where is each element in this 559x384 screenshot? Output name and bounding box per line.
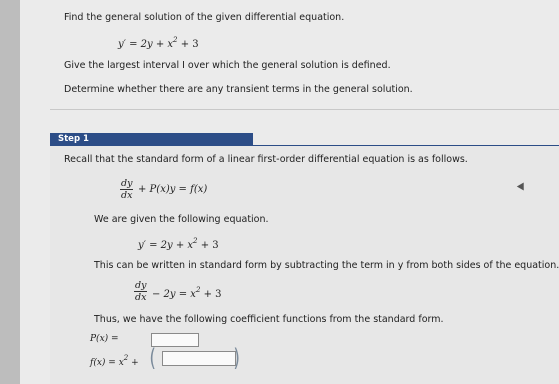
f-answer-field[interactable] — [162, 351, 236, 366]
given-equation-repeat — [138, 237, 219, 251]
coefficient-intro: Thus, we have the following coefficient functions from the standard form. — [94, 314, 444, 325]
question-prompt: Find the general solution of the given differential equation. — [64, 12, 345, 23]
right-paren: ) — [233, 344, 240, 372]
given-equation — [118, 36, 199, 50]
p-answer-field[interactable] — [151, 333, 199, 347]
equation-lhs: y′ = 2y + x — [118, 39, 174, 50]
f-exponent: 2 — [123, 354, 129, 362]
rewritten-exponent: 2 — [195, 286, 201, 294]
rewritten-part-a: − 2y = x — [152, 289, 196, 300]
rewritten-part-b: + 3 — [200, 289, 222, 300]
rewritten-denominator: dx — [135, 292, 147, 303]
given-lhs: y′ = 2y + x — [138, 240, 194, 251]
equation-exponent: 2 — [173, 36, 178, 44]
standard-form-derivative — [120, 178, 133, 201]
f-label-text: f(x) = x — [90, 358, 124, 368]
page — [20, 0, 559, 384]
derivative-denominator: dx — [121, 190, 133, 201]
rewrite-explanation: This can be written in standard form by subtracting the term in y from both sides of the equation. — [94, 260, 559, 271]
standard-form-intro: Recall that the standard form of a linear first-order differential equation is as follows. — [64, 154, 468, 165]
transient-question: Determine whether there are any transient terms in the general solution. — [64, 84, 413, 95]
given-rhs: + 3 — [197, 240, 219, 251]
standard-form-rest: + P(x)y = f(x) — [138, 184, 208, 195]
derivative-numerator: dy — [121, 178, 133, 189]
step-header: Step 1 — [50, 133, 253, 146]
rewritten-equation — [152, 286, 222, 300]
f-label — [90, 354, 139, 368]
step-content — [50, 146, 559, 384]
rewritten-numerator: dy — [135, 280, 147, 291]
divider — [50, 109, 559, 110]
given-exponent: 2 — [193, 237, 198, 245]
p-label: P(x) = — [90, 334, 119, 344]
equation-rhs: + 3 — [177, 39, 199, 50]
given-equation-text: We are given the following equation. — [94, 214, 269, 225]
question-section — [20, 0, 559, 108]
interval-question: Give the largest interval I over which the general solution is defined. — [64, 60, 391, 71]
f-plus: + — [128, 358, 139, 368]
left-paren: ( — [149, 344, 156, 372]
rewritten-derivative — [134, 280, 147, 303]
